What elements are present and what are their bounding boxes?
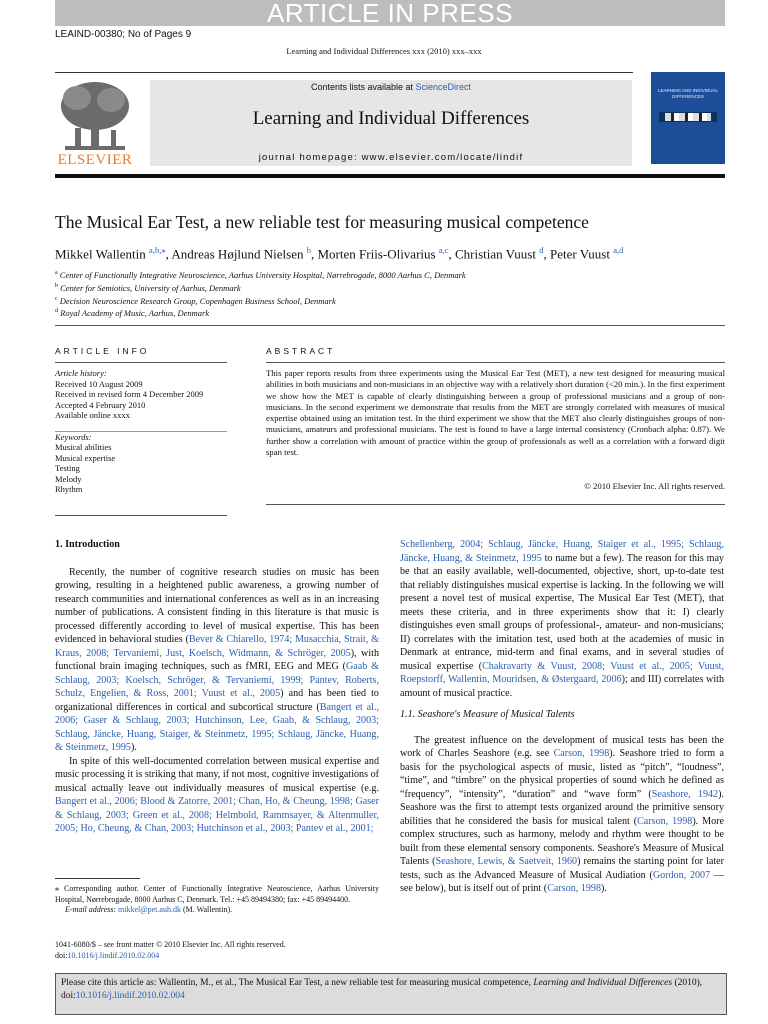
reference-link[interactable]: Bangert et al., 2006; Gaser & Schlaug, 2003; Hutchinson, Lee, Gaab, & Schlaug, 2003; Schlaug, Jäncke, Huang, Staiger, & Steinmetz, 1995; Schlaug, Jäncke, Huang, & Steinmetz, 1995 bbox=[55, 701, 379, 753]
keyword: Melody bbox=[55, 473, 82, 484]
document-id: LEAIND-00380; No of Pages 9 bbox=[55, 29, 192, 40]
paragraph bbox=[400, 734, 724, 896]
paragraph-text: ). Seashore tried to form a basis for the psychological aspects of music, listed as “pitch”, “loudness”, “time”, and “timbre” on the physical properties of sound which he defined as “frequency”, “intensity”, “duration” and “wave form” ( bbox=[400, 748, 724, 800]
journal-title: Learning and Individual Differences bbox=[252, 108, 530, 129]
keyword: Musical abilities bbox=[55, 442, 112, 452]
paragraph-text: ). More complex structures, such as harmony, melody and rhythm were thought to be built from these elemental sensory components. Seashore's Measure of Musical Talents ( bbox=[400, 815, 724, 867]
affiliation bbox=[55, 294, 655, 307]
affil-text: Royal Academy of Music, Aarhus, Denmark bbox=[58, 308, 210, 319]
body-right-column bbox=[400, 538, 724, 896]
reference-link[interactable]: Schellenberg, 2004; Schlaug, Jäncke, Huang, Staiger et al., 1995; Schlaug, Jäncke, Huang, & Steinmetz, 1995 bbox=[400, 539, 724, 564]
citation-box bbox=[55, 973, 727, 1015]
journal-homepage[interactable]: journal homepage: www.elsevier.com/locate/lindif bbox=[258, 152, 524, 163]
keyword: Musical expertise bbox=[55, 452, 116, 463]
citation-middle: (2010), doi: bbox=[61, 978, 703, 1001]
issn-line bbox=[55, 939, 379, 961]
header-top-rule bbox=[55, 72, 633, 73]
paragraph-text: ); and III) correlates with amount of musical practice. bbox=[400, 674, 724, 699]
affil-mark: b bbox=[55, 282, 58, 289]
affiliation bbox=[55, 281, 655, 294]
paragraph bbox=[400, 538, 724, 700]
author-name: , Morten Friis-Olivarius bbox=[311, 246, 439, 262]
citation-doi-link[interactable]: 10.1016/j.lindif.2010.02.004 bbox=[75, 991, 185, 1001]
abstract-end-rule bbox=[266, 504, 725, 505]
body-left-column bbox=[55, 538, 379, 836]
reference-link[interactable]: Gaab & Schlaug, 2003; Koelsch, Schröger, & Tervaniemi, 1999; Pantev, Roberts, Schulz, Engelien, & Ross, 2001; Vuust et al., 2005 bbox=[55, 661, 380, 699]
paragraph bbox=[55, 566, 379, 755]
paragraph-text: Recently, the number of cognitive research studies on music has been growing, resulting in a heightened public awareness, a growing number of research communities and international conferences as well as in an increasing number of publications. A consistent finding in this literature is that music is processed differently according to level of musical expertise. This has been evidenced in behavioral studies ( bbox=[55, 566, 379, 645]
keyword: Testing bbox=[55, 463, 80, 473]
affil-mark: d bbox=[55, 308, 58, 315]
author-name: Mikkel Wallentin bbox=[55, 246, 150, 262]
article-title: The Musical Ear Test, a new reliable test for measuring musical competence bbox=[55, 212, 589, 232]
reference-link[interactable]: Seashore, Lewis, & Saetveit, 1960 bbox=[435, 856, 578, 867]
history-item: Accepted 4 February 2010 bbox=[55, 399, 146, 410]
subsection-heading: 1.1. Seashore's Measure of Musical Talents bbox=[400, 709, 575, 720]
abstract-text: This paper reports results from three experiments using the Musical Ear Test (MET), a new test designed for measuring musical abilities in both musicians and non-musicians in an objective way with a relatively short duration (<20 min.). In the first experiment we show how the MET is capable of clearly distinguishing between a group of professional musicians and a group of non-musicians. In the second experiment we demonstrate that results from the MET are strongly correlated with measures of musical expertise obtained using an imitation test. In the third experiment we show that the MET also clearly distinguishes groups of non-musicians, amateurs and professional musicians. The test is found to have a large internal consistency (Cronbach alpha: 0.87). We further show a correlation with amount of practice within the group of professionals as well as a correlation with a forward digit span test. bbox=[266, 368, 725, 458]
citation-journal: Learning and Individual Differences bbox=[533, 978, 673, 988]
paragraph-text: ). bbox=[130, 742, 137, 753]
cover-title: LEARNING AND INDIVIDUAL DIFFERENCES bbox=[657, 88, 718, 99]
reference-link[interactable]: Chakravarty & Vuust, 2008; Vuust et al., 2005; Vuust, Roepstorff, Wallentin, Mouridsen, & Østergaard, 2006 bbox=[400, 660, 724, 685]
history-item: Received in revised form 4 December 2009 bbox=[55, 389, 204, 399]
affiliation bbox=[55, 268, 655, 281]
paragraph-text: ). Seashore was the first to attempt tests organized around the primitive sensory abilities that he considered the basis for musical talent ( bbox=[400, 788, 724, 827]
email-line bbox=[55, 905, 379, 916]
author-name: , Peter Vuust bbox=[543, 246, 614, 262]
keywords-rule bbox=[55, 431, 227, 432]
footnote-rule bbox=[55, 878, 140, 879]
affil-text: Decision Neuroscience Research Group, Copenhagen Business School, Denmark bbox=[57, 295, 336, 306]
reference-link[interactable]: Gordon, 2007 bbox=[652, 869, 711, 881]
paragraph-text: The greatest influence on the development of musical tests has been the work of Charles Seashore (e.g. see bbox=[400, 734, 724, 759]
front-matter-note: 1041-6080/$ – see front matter © 2010 Elsevier Inc. All rights reserved. bbox=[55, 940, 286, 949]
paragraph-text: In spite of this well-documented correlation between musical expertise and music processing it is striking that many, if not most, cognitive investigations of musical actually leave out individually measures of musical expertise (e.g. bbox=[55, 755, 379, 794]
author-name: , Christian Vuust bbox=[448, 246, 540, 262]
reference-link[interactable]: Bever & Chiarello, 1974; Musacchia, Strait, & Kraus, 2008; Tervaniemi, Just, Koelsch, Widmann, & Schröger, 2005 bbox=[55, 634, 379, 659]
doi-link[interactable]: 10.1016/j.lindif.2010.02.004 bbox=[67, 951, 160, 960]
reference-link[interactable]: Carson, 1998 bbox=[637, 815, 693, 827]
info-rule bbox=[55, 362, 227, 363]
elsevier-wordmark: ELSEVIER bbox=[57, 152, 133, 168]
journal-cover-thumbnail bbox=[651, 72, 725, 164]
affil-text: Center for Semiotics, University of Aarhus, Denmark bbox=[58, 282, 241, 293]
affil-mark: c bbox=[55, 295, 58, 302]
author-affil-mark[interactable]: d bbox=[539, 245, 544, 255]
article-info-heading: ARTICLE INFO bbox=[55, 346, 150, 356]
paragraph-text: ). bbox=[601, 883, 607, 894]
section-rule bbox=[55, 325, 725, 326]
author-affil-mark[interactable]: a,b,⁎ bbox=[149, 245, 166, 255]
info-end-rule bbox=[55, 515, 227, 516]
email-suffix: (M. Wallentin). bbox=[180, 905, 233, 914]
author-name: , Andreas Højlund Nielsen bbox=[165, 246, 307, 262]
history-item: Received 10 August 2009 bbox=[55, 378, 143, 389]
article-in-press-banner: ARTICLE IN PRESS bbox=[55, 0, 725, 26]
citation-prefix: Please cite this article as: Wallentin, M., et al., The Musical Ear Test, a new reliable test for measuring musical competence, bbox=[61, 978, 534, 988]
contents-prefix: Contents lists available at bbox=[310, 82, 416, 92]
paragraph-text: ) and has been tied to organizational differences in cortical and subcortical structure ( bbox=[55, 688, 379, 713]
doi-line bbox=[55, 950, 379, 961]
corresponding-author-note: ⁎ Corresponding author. Center of Functionally Integrative Neuroscience, Aarhus University Hospital, Nørrebrogade, 8000 Aarhus C, Denmark. Tel.: +45 89494380; fax: +45 89494400. bbox=[55, 884, 379, 904]
affiliation bbox=[55, 306, 655, 319]
paragraph-text: ), with functional brain imaging techniques, such as fMRI, EEG and MEG ( bbox=[55, 647, 379, 672]
keyword: Rhythm bbox=[55, 484, 83, 494]
author-affil-mark[interactable]: b bbox=[306, 245, 311, 255]
email-label: E-mail address: bbox=[65, 905, 117, 914]
paragraph-text: — see below), but is itself out of print ( bbox=[400, 869, 724, 894]
paragraph-text: ) remains the starting point for later tests, such as the Advanced Measure of Musical Audiation ( bbox=[400, 856, 725, 881]
reference-link[interactable]: Seashore, 1942 bbox=[651, 788, 719, 800]
cover-image bbox=[665, 113, 711, 121]
footnote bbox=[55, 884, 379, 916]
author-list bbox=[55, 245, 745, 262]
affil-text: Center of Functionally Integrative Neuroscience, Aarhus University Hospital, Nørrebrogade, 8000 Aarhus C, Denmark bbox=[57, 269, 466, 280]
reference-link[interactable]: Carson, 1998 bbox=[547, 883, 602, 894]
reference-link[interactable]: Carson, 1998 bbox=[553, 748, 610, 759]
copyright-notice: © 2010 Elsevier Inc. All rights reserved. bbox=[584, 481, 725, 491]
author-affil-mark[interactable]: a,d bbox=[613, 245, 624, 255]
header-thick-rule bbox=[55, 174, 725, 178]
sciencedirect-link[interactable]: ScienceDirect bbox=[415, 82, 472, 92]
section-heading: 1. Introduction bbox=[55, 539, 120, 550]
affil-mark: a bbox=[55, 270, 58, 276]
paragraph bbox=[55, 755, 379, 836]
affiliations bbox=[55, 268, 655, 319]
history-item: Available online xxxx bbox=[55, 410, 130, 420]
email-link[interactable]: mikkel@pet.auh.dk bbox=[118, 905, 181, 914]
journal-citation-line: Learning and Individual Differences xxx (2010) xxx–xxx bbox=[286, 46, 482, 56]
contents-line bbox=[150, 82, 632, 92]
keywords-label: Keywords: bbox=[55, 431, 92, 442]
history-label: Article history: bbox=[55, 368, 107, 378]
reference-link[interactable]: Bangert et al., 2006; Blood & Zatorre, 2001; Chan, Ho, & Cheung, 1998; Gaser & Schlaug, 2003; Green et al., 2008; Helmbold, Rammsayer, & Altenmuller, 2005; Ho, Cheung, & Chan, 2003; Hutchinson et al., 2003; Pantev et al., 2001; bbox=[55, 796, 379, 834]
abstract-rule bbox=[266, 362, 725, 363]
doi-prefix: doi: bbox=[55, 951, 68, 960]
paragraph-text: to name but a few). The reason for this may be that an easily available, well-documented, objective, short, up-to-date test that reliably distinguishes musical expertise is lacking. In the following we will present a novel test of musical expertise, The Musical Ear Test (MET), that meets these criteria, and in three experiments show that it: I) clearly distinguishes even small groups of professional-, amateur- and non-musicians; II) correlates with the imitation test, used both at the academies of music in Denmark at entrance, mid-term and final exams, and in several studies of musical expertise ( bbox=[400, 552, 724, 672]
author-affil-mark[interactable]: a,c bbox=[438, 245, 449, 255]
abstract-heading: ABSTRACT bbox=[266, 346, 336, 356]
